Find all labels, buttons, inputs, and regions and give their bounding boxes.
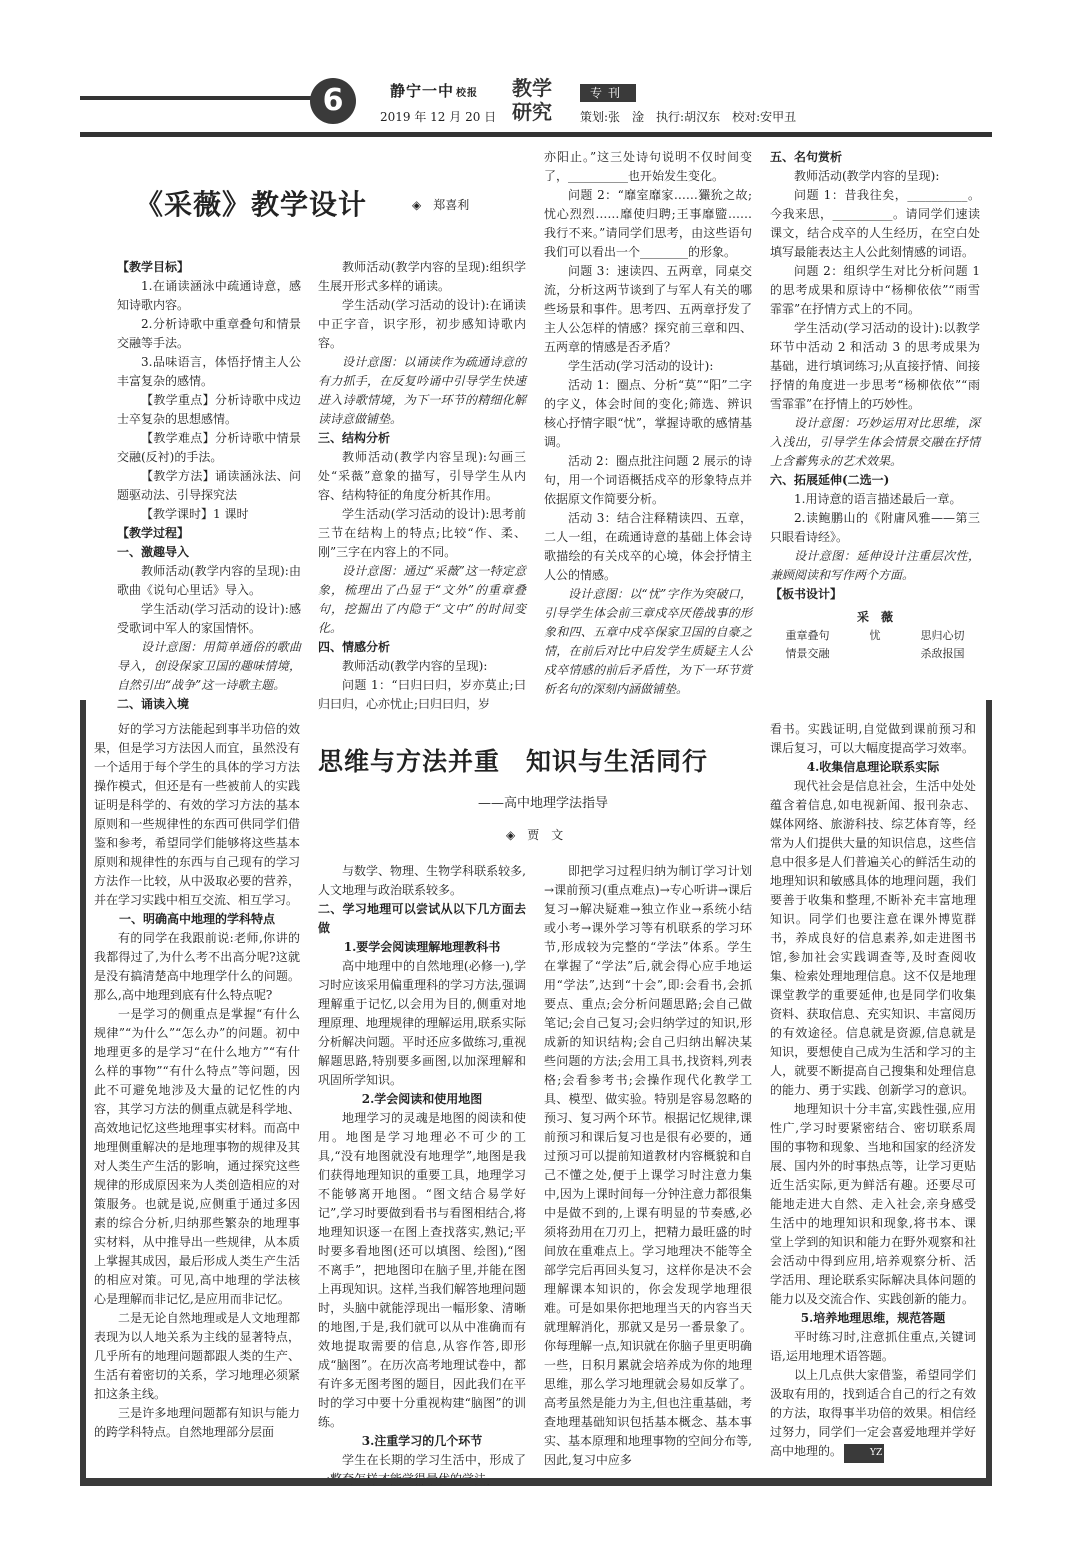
section-heading: 5.培养地理思维，规范答题 (800, 1311, 946, 1325)
paragraph: 【教学课时】1 课时 (141, 507, 249, 521)
paragraph: 学生活动(学习活动的设计):在诵读中正字音，识字形，初步感知诗歌内容。 (318, 298, 526, 350)
paragraph: 设计意图：巧妙运用对比思维，深入浅出，引导学生体会情景交融在抒情上含蓄隽永的艺术效果。 (770, 416, 980, 468)
article-column-3 (544, 862, 752, 1470)
paragraph: 看书。实践证明,自觉做到课前预习和课后复习，可以大幅度提高学习效率。 (770, 722, 976, 755)
paragraph: 一是学习的侧重点是掌握“有什么规律”“为什么”“怎么办”的问题。初中地理更多的是学习“在什么地方”“有什么样的事物”“有什么特点”等问题，因此不可避免地涉及大量的记忆性的内容，其学习方法的侧重点就是科学地、高效地记忆这些地理事实材料。而高中地理侧重解决的是地理事物的规律及其对人类生产生活的影响，通过探究这些规律的形成原因来为人类创造相应的对策服务。也就是说,应侧重于通过多因素的综合分析,归纳那些繁杂的地理事实材料，从中推导出一些规律，从本质上掌握其成因，最后形成人类生产生活的相应对策。可见,高中地理的学法核心是理解而非记忆,是应用而非记忆。 (94, 1007, 300, 1306)
board-cell (845, 645, 905, 663)
section-heading: 六、拓展延伸(二选一) (770, 473, 890, 487)
paragraph: 以上几点供大家借鉴，希望同学们汲取有用的，找到适合自己的行之有效的方法，取得事半功倍的效果。相信经过努力，同学们一定会喜爱地理并学好高中地理的。 YZ (770, 1366, 976, 1463)
editorial-credits: 策划:张 淦 执行:胡汉东 校对:安甲丑 (580, 110, 797, 124)
paragraph: 学生活动(学习活动的设计): (568, 359, 714, 373)
paragraph: 学生活动(学习活动的设计):思考前三节在结构上的特点;比较“作、柔、刚”三字在内容上的不同。 (318, 507, 526, 559)
paragraph: 高中地理中的自然地理(必修一),学习时应该采用偏重理科的学习方法,强调理解重于记忆,以会用为目的,侧重对地理原理、地理规律的理解运用,联系实际分析解决问题。平时还应多做练习,重视解题思路,特别要多画图,以加深理解和巩固所学知识。 (318, 959, 526, 1087)
section-heading: 二、诵读入境 (117, 697, 190, 711)
paragraph: 二是无论自然地理或是人文地理都表现为以人地关系为主线的显著特点，几乎所有的地理问题都跟人类的生产、生活有着密切的关系，学习地理必须紧扣这条主线。 (94, 1311, 300, 1401)
paragraph: 1.在诵读涵泳中疏通诗意，感知诗歌内容。 (117, 279, 301, 312)
paragraph: 活动 1：圈点、分析“莫”“阳”二字的字义，体会时间的变化;筛选、辨识核心抒情字眼“忧”，掌握诗歌的感情基调。 (544, 378, 752, 449)
paragraph: 地理知识十分丰富,实践性强,应用性广,学习时要紧密结合、密切联系周围的事物和现象、当地和国家的经济发展、国内外的时事热点等，让学习更贴近生活实际,更为鲜活有趣。还要尽可能地走进大自然、走入社会,亲身感受生活中的地理知识和现象,将书本、课堂上学到的知识和能力在野外观察和社会活动中得到应用,培养观察分析、活学活用、理论联系实际解决具体问题的能力以及交流合作、实践创新的能力。 (770, 1102, 976, 1306)
board-cell: 思归心切 (920, 629, 965, 642)
paragraph: 设计意图：延伸设计注重层次性，兼顾阅读和写作两个方面。 (770, 549, 980, 582)
article-column-4 (770, 148, 980, 663)
paragraph: 活动 3：结合注释精读四、五章，二人一组，在疏通诗意的基础上体会诗歌描绘的有关戍卒的心境，体会抒情主人公的情感。 (544, 511, 752, 582)
paragraph: 学生在长期的学习生活中，形成了 (342, 1453, 526, 1467)
section-heading: 【板书设计】 (770, 587, 843, 601)
paragraph: 即把学习过程归纳为制订学习计划→课前预习(重点难点)→专心听讲→课后复习→解决疑难→独立作业→系统小结或小考→课外学习等有机联系的学习环节,形成较为完整的“学法”体系。学生在掌握了“学法”后,就会得心应手地运用“学法”,达到“十会”,即:会看书,会抓要点、重点;会分析问题思路;会自己做笔记;会自己复习;会归纳学过的知识,形成新的知识结构;会自己归纳出解决某些问题的方法;会用工具书,找资料,列表格;会看参考书;会操作现代化教学工具、模型、做实验。特别是容易忽略的预习、复习两个环节。根据记忆规律,课前预习和课后复习也是很有必要的，通过预习可以提前知道教材内容概貌和自己不懂之处,便于上课学习时注意力集中,因为上课时间每一分钟注意力都很集中是做不到的,上课有明显的节奏感,必须将劲用在刀刃上，把精力最旺盛的时间放在重难点上。学习地理决不能等全部学完后再回头复习，这样你是决不会理解课本知识的，你会发现学地理很难。可是如果你把地理当天的内容当天就理解消化，那就又是另一番景象了。你每理解一点,知识就在你脑子里更明确一些，日积月累就会培养成为你的地理思维，那么学习地理就会易如反掌了。高考虽然是能力为主,但也注重基础，考查地理基础知识包括基本概念、基本事实、基本原理和地理事物的空间分布等,因此,复习中应多 (544, 864, 752, 1467)
paragraph: 【教学重点】分析诗歌中戍边士卒复杂的思想感情。 (117, 393, 301, 426)
paragraph: 问题 1：“曰归曰归，岁亦莫止;曰归曰归，心亦忧止;曰归曰归，岁 (318, 678, 526, 711)
article-author: ◈ 郑喜利 (412, 198, 470, 212)
paragraph: 有的同学在我跟前说:老师,你讲的我都得过了,为什么考不出高分呢?这就是没有搞清楚高中地理学什么的问题。那么,高中地理到底有什么特点呢? (94, 931, 300, 1002)
footer-rule (80, 1478, 992, 1484)
article-column-2 (318, 862, 526, 1489)
page-number-badge: 6 (310, 78, 356, 124)
paragraph: 问题 2：组织学生对比分析问题 1 的思考成果和原诗中“杨柳依依”“雨雪霏霏”在抒情方式上的不同。 (770, 264, 980, 316)
paragraph: 设计意图：以诵读作为疏通诗意的有力抓手，在反复吟诵中引导学生快速进入诗歌情境，为下一环节的精细化解读诗意做铺垫。 (318, 355, 526, 426)
paragraph: 3.品味语言，体悟抒情主人公丰富复杂的感情。 (117, 355, 301, 388)
article-subtitle: ——高中地理学法指导 (478, 796, 609, 811)
article-column-3 (544, 148, 752, 699)
header-rule-main (80, 132, 992, 137)
section-heading: 1.要学会阅读理解地理教科书 (343, 940, 501, 954)
paragraph: 地理学习的灵魂是地图的阅读和使用。地图是学习地理必不可少的工具,“没有地图就没有地理学”,地图是我们获得地理知识的重要工具，地理学习不能够离开地图。“图文结合易学好记”,学习时要做到看书与看图相结合,将地理知识逐一在图上查找落实,熟记;平时要多看地图(还可以填图、绘图),“图不离手”，把地图印在脑子里,并能在图上再现知识。这样,当我们解答地理问题时，头脑中就能浮现出一幅形象、清晰的地图,于是,我们就可以从中准确而有效地提取需要的信息,从容作答,即形成“脑图”。在历次高考地理试卷中，都有许多无图考图的题目，因此我们在平时的学习中要十分重视构建“脑图”的训练。 (318, 1111, 526, 1429)
paragraph: 现代社会是信息社会，生活中处处蕴含着信息,如电视新闻、报刊杂志、媒体网络、旅游科技、综艺体育等，经常为人们提供大量的知识信息，这些信息中很多是人们普遍关心的鲜活生动的地理知识和敏感具体的地理问题，我们要善于收集和整理,不断补充丰富地理知识。同学们也要注意在课外博览群书，养成良好的信息素养,如走进图书馆,参加社会实践调查等,及时查阅收集、检索处理地理信息。这不仅是地理课堂教学的重要延伸,也是同学们收集资料、获取信息、充实知识、丰富阅历的有效途径。信息就是资源,信息就是知识，要想使自己成为生活和学习的主人，就要不断提高自己搜集和处理信息的能力、勇于实践、创新学习的意识。 (770, 779, 976, 1097)
end-mark: YZ (844, 1444, 884, 1463)
paragraph: 与数学、物理、生物学科联系较多,人文地理与政治联系较多。 (318, 864, 526, 897)
section-heading: 五、名句赏析 (770, 150, 843, 164)
section-heading: 二、学习地理可以尝试从以下几方面去做 (318, 902, 526, 935)
paragraph: 设计意图：以“忧”字作为突破口，引导学生体会前三章戍卒厌倦战事的形象和四、五章中戍卒保家卫国的自豪之情，在前后对比中启发学生质疑主人公戍卒情感的前后矛盾性，为下一环节赏析名句的深刻内涵做铺垫。 (544, 587, 752, 696)
section-heading: 四、情感分析 (318, 640, 391, 654)
paragraph: 学生活动(学习活动的设计):感受歌词中军人的家国情怀。 (117, 602, 301, 635)
paragraph: 三是许多地理问题都有知识与能力的跨学科特点。自然地理部分层面 (94, 1406, 300, 1439)
board-row (770, 645, 980, 663)
paragraph: 好的学习方法能起到事半功倍的效果，但是学习方法因人而宜，虽然没有一个适用于每个学生的具体的学习方法操作模式，但还是有一些被前人的实践证明是科学的、有效的学习方法的基本原则和一些规律性的东西可供同学们借鉴和参考，希望同学们能够将这些基本原则和规律性的东西与自己现有的学习方法作一比较，从中汲取必要的营养，并在学习实践中相互交流、相互学习。 (94, 722, 300, 907)
issue-date: 2019 年 12 月 20 日 (380, 110, 497, 124)
article-author: ◈ 贾 文 (506, 828, 564, 842)
section-heading: 2.学会阅读和使用地图 (361, 1092, 483, 1106)
paragraph: 平时练习时,注意抓住重点,关键词语,运用地理术语答题。 (770, 1330, 976, 1363)
paragraph: 2.读鲍鹏山的《附庸风雅——第三只眼看诗经》。 (770, 511, 980, 544)
board-cell: 重章叠句 (785, 629, 830, 642)
paragraph: 教师活动(教学内容呈现):勾画三处“采薇”意象的描写，引导学生从内容、结构特征的角度分析其作用。 (318, 450, 526, 502)
article-column-1 (117, 258, 301, 714)
paragraph: 【教学方法】诵读涵泳法、问题驱动法、引导探究法 (117, 469, 301, 502)
paragraph: 教师活动(教学内容的呈现): (342, 659, 488, 673)
board-title: 采 薇 (856, 610, 893, 624)
header-rule-left (80, 96, 312, 100)
section-heading: 一、明确高中地理的学科特点 (118, 912, 275, 926)
section-heading: 三、结构分析 (318, 431, 391, 445)
board-cell: 杀敌报国 (920, 647, 965, 660)
section-heading: 一、激趣导入 (117, 545, 190, 559)
paragraph: 活动 2：圈点批注问题 2 展示的诗句，用一个词语概括戍卒的形象特点并依据原文作简要分析。 (544, 454, 752, 506)
paragraph: 问题 1：昔我往矣，__________。今我来思，__________。请同学们速读课文，结合戍卒的人生经历，在空白处填写最能表达主人公此刻情感的词语。 (770, 188, 980, 259)
paragraph: 问题 3：速读四、五两章，同桌交流，分析这两节谈到了与军人有关的哪些场景和事件。思考四、五两章抒发了主人公怎样的情感？探究前三章和四、五两章的情感是否矛盾？ (544, 264, 752, 354)
paragraph: 设计意图：通过“采薇”这一特定意象，梳理出了凸显于“文外”的重章叠句，挖掘出了内隐于“文中”的时间变化。 (318, 564, 526, 635)
special-edition-badge: 专刊 (580, 84, 636, 102)
section-heading: 【教学过程】 (117, 526, 190, 540)
paragraph: 教师活动(教学内容的呈现):组织学生展开形式多样的诵读。 (318, 260, 526, 293)
board-cell: 情景交融 (785, 647, 830, 660)
paragraph: 【教学难点】分析诗歌中情景交融(反衬)的手法。 (117, 431, 301, 464)
paragraph: 1.用诗意的语言描述最后一章。 (794, 492, 962, 506)
section-heading: 3.注重学习的几个环节 (361, 1434, 483, 1448)
article-title: 思维与方法并重 知识与生活同行 (318, 747, 709, 776)
article-column-2 (318, 258, 526, 714)
section-heading: 4.收集信息理论联系实际 (806, 760, 940, 774)
paragraph: 2.分析诗歌中重章叠句和情景交融等手法。 (117, 317, 301, 350)
paragraph: 学生活动(学习活动的设计):以教学环节中活动 2 和活动 3 的思考成果为基础，进行填词练习;从直接抒情、间接抒情的角度进一步思考“杨柳依依”“雨雪霏霏”在抒情上的巧妙性。 (770, 321, 980, 411)
board-design (770, 608, 980, 663)
paragraph: 亦阳止。”这三处诗句说明不仅时间变了，__________也开始发生变化。 (544, 150, 752, 183)
newspaper-brand: 静宁一中 校报 (390, 82, 479, 100)
paragraph: 教师活动(教学内容的呈现): (794, 169, 940, 183)
paragraph: 问题 2：“靡室靡家……玁狁之故;忧心烈烈……靡使归聘;王事靡盬……我行不来。”请同学们思考，由这些语句我们可以看出一个________的形象。 (544, 188, 752, 259)
article-title: 《采薇》教学设计 (135, 188, 368, 221)
article-column-4 (770, 720, 976, 1463)
section-title: 教学研究 (512, 76, 552, 124)
article-column-1 (94, 720, 300, 1442)
section-heading: 【教学目标】 (117, 260, 190, 274)
paragraph: 设计意图：用简单通俗的歌曲导入，创设保家卫国的趣味情境，自然引出“战争”这一诗歌主题。 (117, 640, 301, 692)
board-cell: 忧 (869, 629, 881, 642)
page-header (0, 0, 1080, 140)
paragraph: 教师活动(教学内容的呈现):由歌曲《说句心里话》导入。 (117, 564, 301, 597)
board-row (770, 627, 980, 645)
